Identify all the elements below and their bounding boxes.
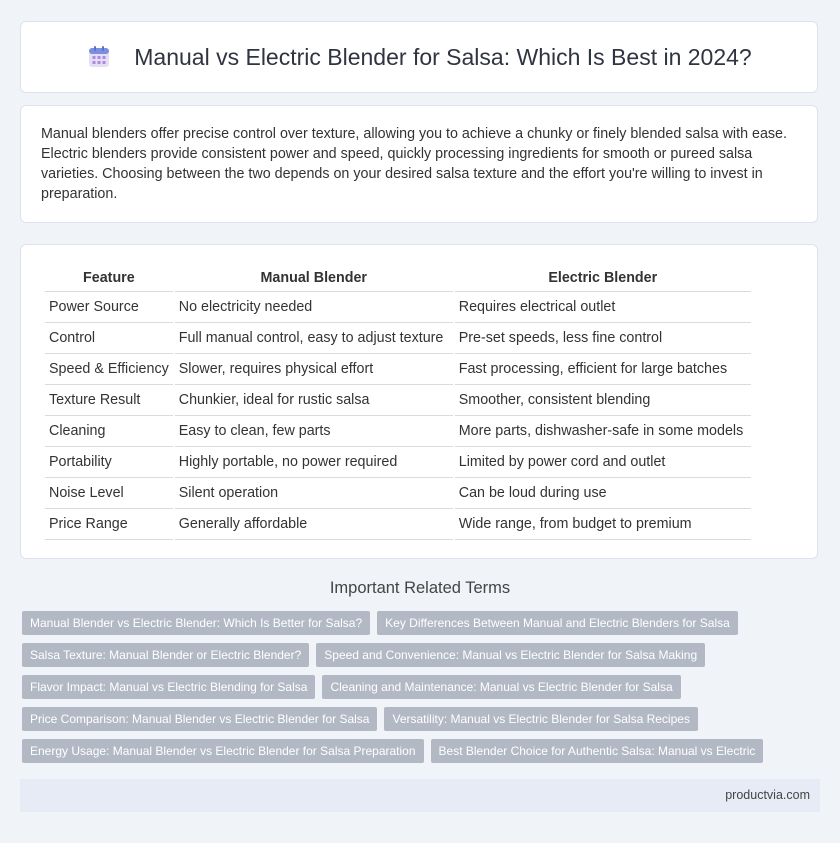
header-card xyxy=(20,21,818,93)
table-row xyxy=(45,292,751,323)
related-term-tag[interactable]: Cleaning and Maintenance: Manual vs Electric Blender for Salsa xyxy=(322,675,680,699)
tag-row xyxy=(22,675,822,699)
comparison-card xyxy=(20,244,818,559)
page-title: Manual vs Electric Blender for Salsa: Which Is Best in 2024? xyxy=(134,43,752,70)
comparison-table xyxy=(43,265,753,540)
table-cell: Portability xyxy=(45,447,173,478)
footer xyxy=(20,779,820,812)
related-term-tag[interactable]: Flavor Impact: Manual vs Electric Blending for Salsa xyxy=(22,675,315,699)
related-term-tag[interactable]: Key Differences Between Manual and Electric Blenders for Salsa xyxy=(377,611,738,635)
tag-row xyxy=(22,643,822,667)
table-row xyxy=(45,385,751,416)
related-term-tag[interactable]: Speed and Convenience: Manual vs Electric Blender for Salsa Making xyxy=(316,643,705,667)
column-header: Feature xyxy=(45,265,173,292)
table-cell: Full manual control, easy to adjust texture xyxy=(175,323,453,354)
table-cell: Wide range, from budget to premium xyxy=(455,509,751,540)
table-cell: Highly portable, no power required xyxy=(175,447,453,478)
table-cell: Silent operation xyxy=(175,478,453,509)
related-terms-title: Important Related Terms xyxy=(329,579,511,597)
column-header: Electric Blender xyxy=(455,265,751,292)
table-cell: Smoother, consistent blending xyxy=(455,385,751,416)
table-header-row xyxy=(45,265,751,292)
table-cell: Noise Level xyxy=(45,478,173,509)
table-cell: No electricity needed xyxy=(175,292,453,323)
intro-card xyxy=(20,105,818,223)
table-cell: Limited by power cord and outlet xyxy=(455,447,751,478)
table-cell: Fast processing, efficient for large batches xyxy=(455,354,751,385)
tag-row xyxy=(22,739,822,763)
table-cell: Generally affordable xyxy=(175,509,453,540)
table-cell: Pre-set speeds, less fine control xyxy=(455,323,751,354)
table-cell: Slower, requires physical effort xyxy=(175,354,453,385)
table-cell: Easy to clean, few parts xyxy=(175,416,453,447)
table-cell: Can be loud during use xyxy=(455,478,751,509)
table-cell: Control xyxy=(45,323,173,354)
table-cell: Power Source xyxy=(45,292,173,323)
table-row xyxy=(45,354,751,385)
table-row xyxy=(45,509,751,540)
intro-text: Manual blenders offer precise control over texture, allowing you to achieve a chunky or finely blended salsa with ease. Electric blenders provide consistent power and speed, quickly processing ingredients for smooth or pureed salsa varieties. Choosing between the two depends on your desired salsa texture and the effort you're willing to invest in preparation. xyxy=(41,126,787,202)
table-cell: Price Range xyxy=(45,509,173,540)
table-row xyxy=(45,323,751,354)
footer-site[interactable]: productvia.com xyxy=(725,788,810,802)
table-row xyxy=(45,447,751,478)
table-cell: Chunkier, ideal for rustic salsa xyxy=(175,385,453,416)
calendar-icon xyxy=(86,44,112,70)
related-term-tag[interactable]: Price Comparison: Manual Blender vs Electric Blender for Salsa xyxy=(22,707,377,731)
related-term-tag[interactable]: Salsa Texture: Manual Blender or Electric Blender? xyxy=(22,643,309,667)
related-term-tag[interactable]: Versatility: Manual vs Electric Blender for Salsa Recipes xyxy=(384,707,697,731)
tag-row xyxy=(22,707,822,731)
tag-row xyxy=(22,611,822,635)
table-cell: More parts, dishwasher-safe in some models xyxy=(455,416,751,447)
table-row xyxy=(45,478,751,509)
table-row xyxy=(45,416,751,447)
related-term-tag[interactable]: Energy Usage: Manual Blender vs Electric Blender for Salsa Preparation xyxy=(22,739,424,763)
column-header: Manual Blender xyxy=(175,265,453,292)
related-terms-list xyxy=(22,611,822,771)
related-term-tag[interactable]: Manual Blender vs Electric Blender: Which Is Better for Salsa? xyxy=(22,611,370,635)
related-term-tag[interactable]: Best Blender Choice for Authentic Salsa: Manual vs Electric xyxy=(431,739,764,763)
table-cell: Speed & Efficiency xyxy=(45,354,173,385)
table-cell: Texture Result xyxy=(45,385,173,416)
table-cell: Cleaning xyxy=(45,416,173,447)
table-cell: Requires electrical outlet xyxy=(455,292,751,323)
